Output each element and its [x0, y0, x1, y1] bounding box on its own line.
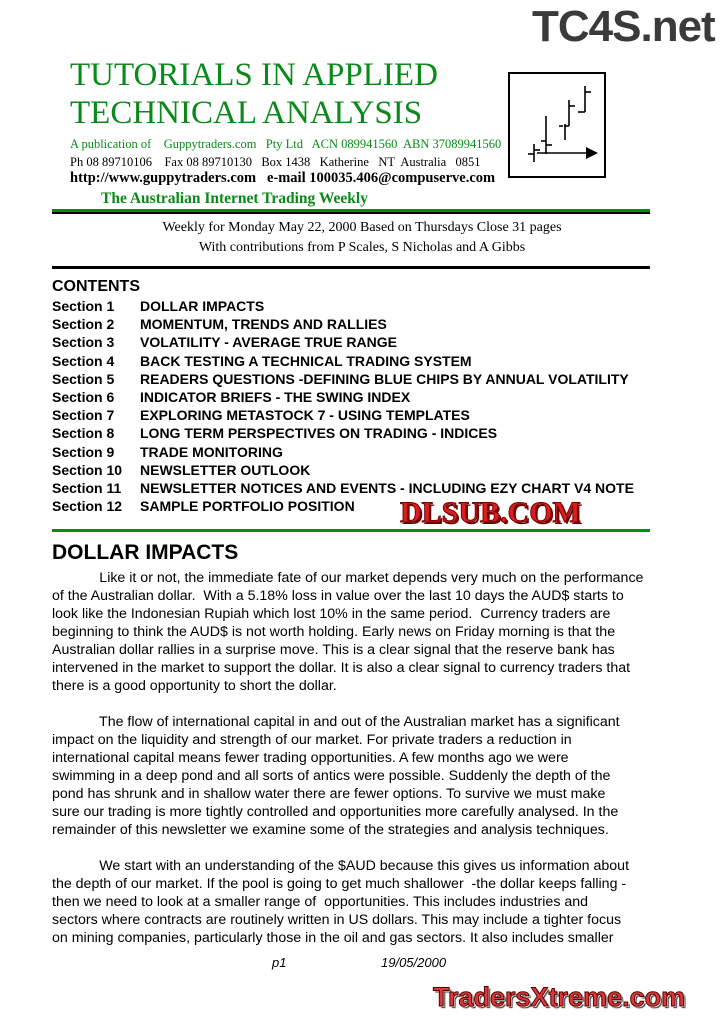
divider: [52, 212, 650, 214]
section-number: Section 7: [52, 407, 115, 424]
contact-line: Ph 08 89710106 Fax 08 89710130 Box 1438 Katherine NT Australia 0851: [70, 155, 481, 169]
contributors-line: With contributions from P Scales, S Nicholas and A Gibbs: [198, 240, 526, 255]
section-title: SAMPLE PORTFOLIO POSITION: [140, 498, 355, 515]
contents-entry[interactable]: [52, 315, 634, 333]
newsletter-title: [70, 56, 438, 132]
text-line: sure our trading is more tightly controlled and opportunities more carefully analysed. In the: [52, 804, 619, 820]
text-line: Australian dollar rallies in a surprise move. This is a clear signal that the reserve bank has: [52, 642, 615, 658]
text-line: swimming in a deep pond and all sorts of antics were possible. Suddenly the depth of the: [52, 768, 611, 784]
publication-line: [70, 137, 501, 152]
section-title: MOMENTUM, TRENDS AND RALLIES: [140, 316, 387, 333]
watermark-bottom: TradersXtreme.com: [433, 982, 686, 1012]
section-number: Section 4: [52, 352, 115, 369]
section-title: NEWSLETTER OUTLOOK: [140, 461, 311, 478]
contents-entry[interactable]: [52, 461, 634, 479]
section-title: EXPLORING METASTOCK 7 - USING TEMPLATES: [140, 407, 470, 424]
paragraph-gap: [52, 695, 672, 713]
divider: [52, 266, 650, 269]
section-number: Section 5: [52, 370, 115, 387]
article-body: [52, 569, 672, 947]
page-number: p1: [272, 955, 287, 970]
issue-line: Weekly for Monday May 22, 2000 Based on Thursdays Close 31 pages: [162, 220, 562, 235]
contents-entry[interactable]: [52, 297, 634, 315]
text-line: pond has shrunk and in shallow water there are fewer options. To survive we must make: [52, 786, 606, 802]
watermark-middle: DLSUB.COM: [400, 496, 581, 529]
rising-bar-chart-arrow-icon: [508, 72, 606, 178]
contents-entry[interactable]: [52, 388, 634, 406]
section-number: Section 6: [52, 388, 115, 405]
section-number: Section 10: [52, 461, 123, 478]
text-line: beginning to think the AUD$ is not worth holding. Early news on Friday morning is that the: [52, 624, 616, 640]
text-line: intervened in the market to support the dollar. It is also a clear signal to currency traders that: [52, 660, 631, 676]
section-title: DOLLAR IMPACTS: [140, 298, 265, 314]
paragraph: [52, 713, 672, 839]
contents-entry[interactable]: [52, 424, 634, 442]
section-title: BACK TESTING A TECHNICAL TRADING SYSTEM: [140, 352, 472, 369]
text-line: Like it or not, the immediate fate of our market depends very much on the performance: [52, 570, 644, 586]
text-line: impact on the liquidity and strength of our market. For private traders a reduction in: [52, 732, 572, 748]
text-line: of the Australian dollar. With a 5.18% loss in value over the last 10 days the AUD$ starts to: [52, 588, 624, 604]
paragraph: [52, 857, 672, 947]
contents-entry[interactable]: [52, 443, 634, 461]
footer-date: 19/05/2000: [381, 955, 447, 970]
section-number: Section 9: [52, 443, 115, 460]
text-line: the depth of our market. If the pool is going to get much shallower -the dollar keeps falling -: [52, 876, 627, 892]
tagline: The Australian Internet Trading Weekly: [101, 190, 368, 207]
article-heading: DOLLAR IMPACTS: [52, 541, 239, 564]
section-title: NEWSLETTER NOTICES AND EVENTS - INCLUDING EZY CHART V4 NOTE: [140, 479, 634, 496]
paragraph: [52, 569, 672, 695]
watermark-top: TC4S.net: [532, 2, 715, 51]
contents-entry[interactable]: [52, 479, 634, 497]
section-number: Section 12: [52, 498, 123, 515]
contents-entry[interactable]: [52, 333, 634, 351]
section-number: Section 11: [52, 479, 122, 496]
text-line: sectors where contracts are routinely written in US dollars. This may include a tighter focus: [52, 912, 622, 928]
divider: [52, 529, 650, 532]
contents-entry[interactable]: [52, 406, 634, 424]
section-number: Section 2: [52, 316, 115, 333]
section-title: READERS QUESTIONS -DEFINING BLUE CHIPS BY ANNUAL VOLATILITY: [140, 370, 629, 387]
text-line: there is a good opportunity to short the dollar.: [52, 678, 337, 694]
text-line: We start with an understanding of the $AUD because this gives us information about: [52, 858, 630, 874]
section-title: VOLATILITY - AVERAGE TRUE RANGE: [140, 334, 397, 351]
section-title: INDICATOR BRIEFS - THE SWING INDEX: [140, 388, 411, 405]
text-line: international capital means fewer trading opportunities. A few months ago we were: [52, 750, 569, 766]
section-title: LONG TERM PERSPECTIVES ON TRADING - INDICES: [140, 425, 498, 442]
contents-entry[interactable]: [52, 352, 634, 370]
paragraph-gap: [52, 839, 672, 857]
section-number: Section 8: [52, 425, 115, 442]
text-line: then we need to look at a smaller range of opportunities. This includes industries and: [52, 894, 589, 910]
section-number: Section 3: [52, 334, 115, 351]
acn-abn: ACN 089941560 ABN 37089941560: [311, 137, 502, 151]
text-line: remainder of this newsletter we examine some of the strategies and analysis techniques.: [52, 822, 609, 838]
contents-entry[interactable]: [52, 370, 634, 388]
table-of-contents: [52, 277, 634, 515]
text-line: on mining companies, particularly those in the oil and gas sectors. It also includes smaller: [52, 930, 614, 946]
title-line-1: TUTORIALS IN APPLIED: [70, 57, 438, 93]
contents-list: [52, 297, 634, 515]
section-number: Section 1: [52, 298, 115, 314]
web-email-line: http://www.guppytraders.com e-mail 100035.406@compuserve.com: [70, 170, 496, 186]
text-line: look like the Indonesian Rupiah which lost 10% in the same period. Currency traders are: [52, 606, 611, 622]
text-line: The flow of international capital in and out of the Australian market has a significant: [52, 714, 620, 730]
publisher: A publication of Guppytraders.com Pty Ltd: [70, 137, 303, 151]
title-line-2: TECHNICAL ANALYSIS: [70, 95, 423, 131]
contents-heading: CONTENTS: [52, 278, 140, 295]
section-title: TRADE MONITORING: [140, 443, 283, 460]
